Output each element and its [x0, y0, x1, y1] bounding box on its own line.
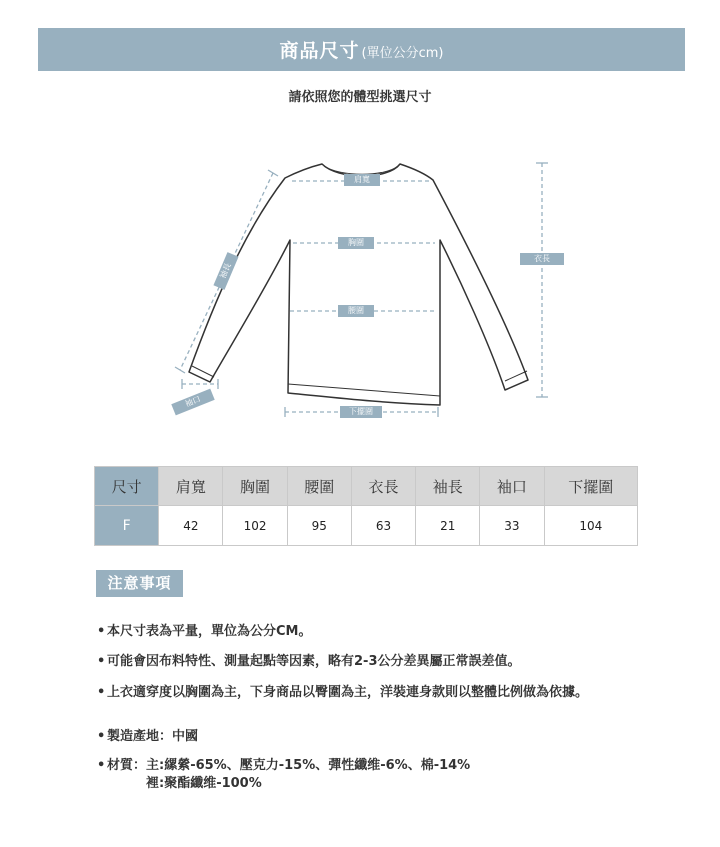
- waist-header-cell: 腰圍: [287, 467, 351, 506]
- note-text: 上衣適穿度以胸圍為主，下身商品以臀圍為主，洋裝連身款則以整體比例做為依據。: [107, 685, 589, 700]
- bullet: •: [97, 758, 106, 773]
- cuff-header-cell: 袖口: [480, 467, 544, 506]
- hem-header-cell: 下擺圍: [544, 467, 637, 506]
- note-text: 可能會因布料特性、測量起點等因素，略有2-3公分差異屬正常誤差值。: [107, 654, 521, 669]
- sleeve-value-cell: 21: [416, 506, 480, 546]
- chest-header-cell: 胸圍: [223, 467, 287, 506]
- notes-title: 注意事項: [96, 570, 183, 597]
- cuff-value-cell: 33: [480, 506, 544, 546]
- sleeve-label: 袖長: [213, 252, 238, 290]
- header-unit: (單位公分cm): [361, 45, 444, 61]
- sleeve-header-cell: 袖長: [416, 467, 480, 506]
- size-header-cell: 尺寸: [95, 467, 159, 506]
- note-text: 本尺寸表為平量，單位為公分CM。: [107, 624, 312, 639]
- hem-label: 下擺圍: [340, 406, 382, 418]
- shoulder-label: 肩寬: [344, 174, 380, 186]
- cuff-label: 袖口: [171, 389, 214, 416]
- table-row: [95, 506, 638, 546]
- waist-label: 腰圍: [338, 305, 374, 317]
- material-text: 材質：主:縲縈-65%、壓克力-15%、彈性纖维-6%、棉-14%: [107, 758, 471, 773]
- note-item: [97, 650, 521, 669]
- bullet: •: [97, 624, 106, 639]
- size-table-header-row: [95, 467, 638, 506]
- origin-item: [97, 725, 198, 744]
- size-table: [94, 466, 638, 546]
- hem-value-cell: 104: [544, 506, 637, 546]
- shoulder-header-cell: 肩寬: [159, 467, 223, 506]
- origin-text: 製造產地：中國: [107, 729, 199, 744]
- length-value-cell: 63: [351, 506, 415, 546]
- material-item: [97, 754, 470, 773]
- length-header-cell: 衣長: [351, 467, 415, 506]
- header-title: 商品尺寸: [279, 40, 360, 62]
- size-value-cell: F: [95, 506, 159, 546]
- bullet: •: [97, 729, 106, 744]
- chest-label: 胸圍: [338, 237, 374, 249]
- size-guide-subtitle: 請依照您的體型挑選尺寸: [288, 90, 432, 105]
- note-item: [97, 681, 588, 700]
- chest-value-cell: 102: [223, 506, 287, 546]
- waist-value-cell: 95: [287, 506, 351, 546]
- note-item: [97, 620, 311, 639]
- shoulder-value-cell: 42: [159, 506, 223, 546]
- lining-material-text: 裡:聚酯纖维-100%: [146, 776, 262, 791]
- length-label: 衣長: [520, 253, 564, 265]
- bullet: •: [97, 654, 106, 669]
- bullet: •: [97, 685, 106, 700]
